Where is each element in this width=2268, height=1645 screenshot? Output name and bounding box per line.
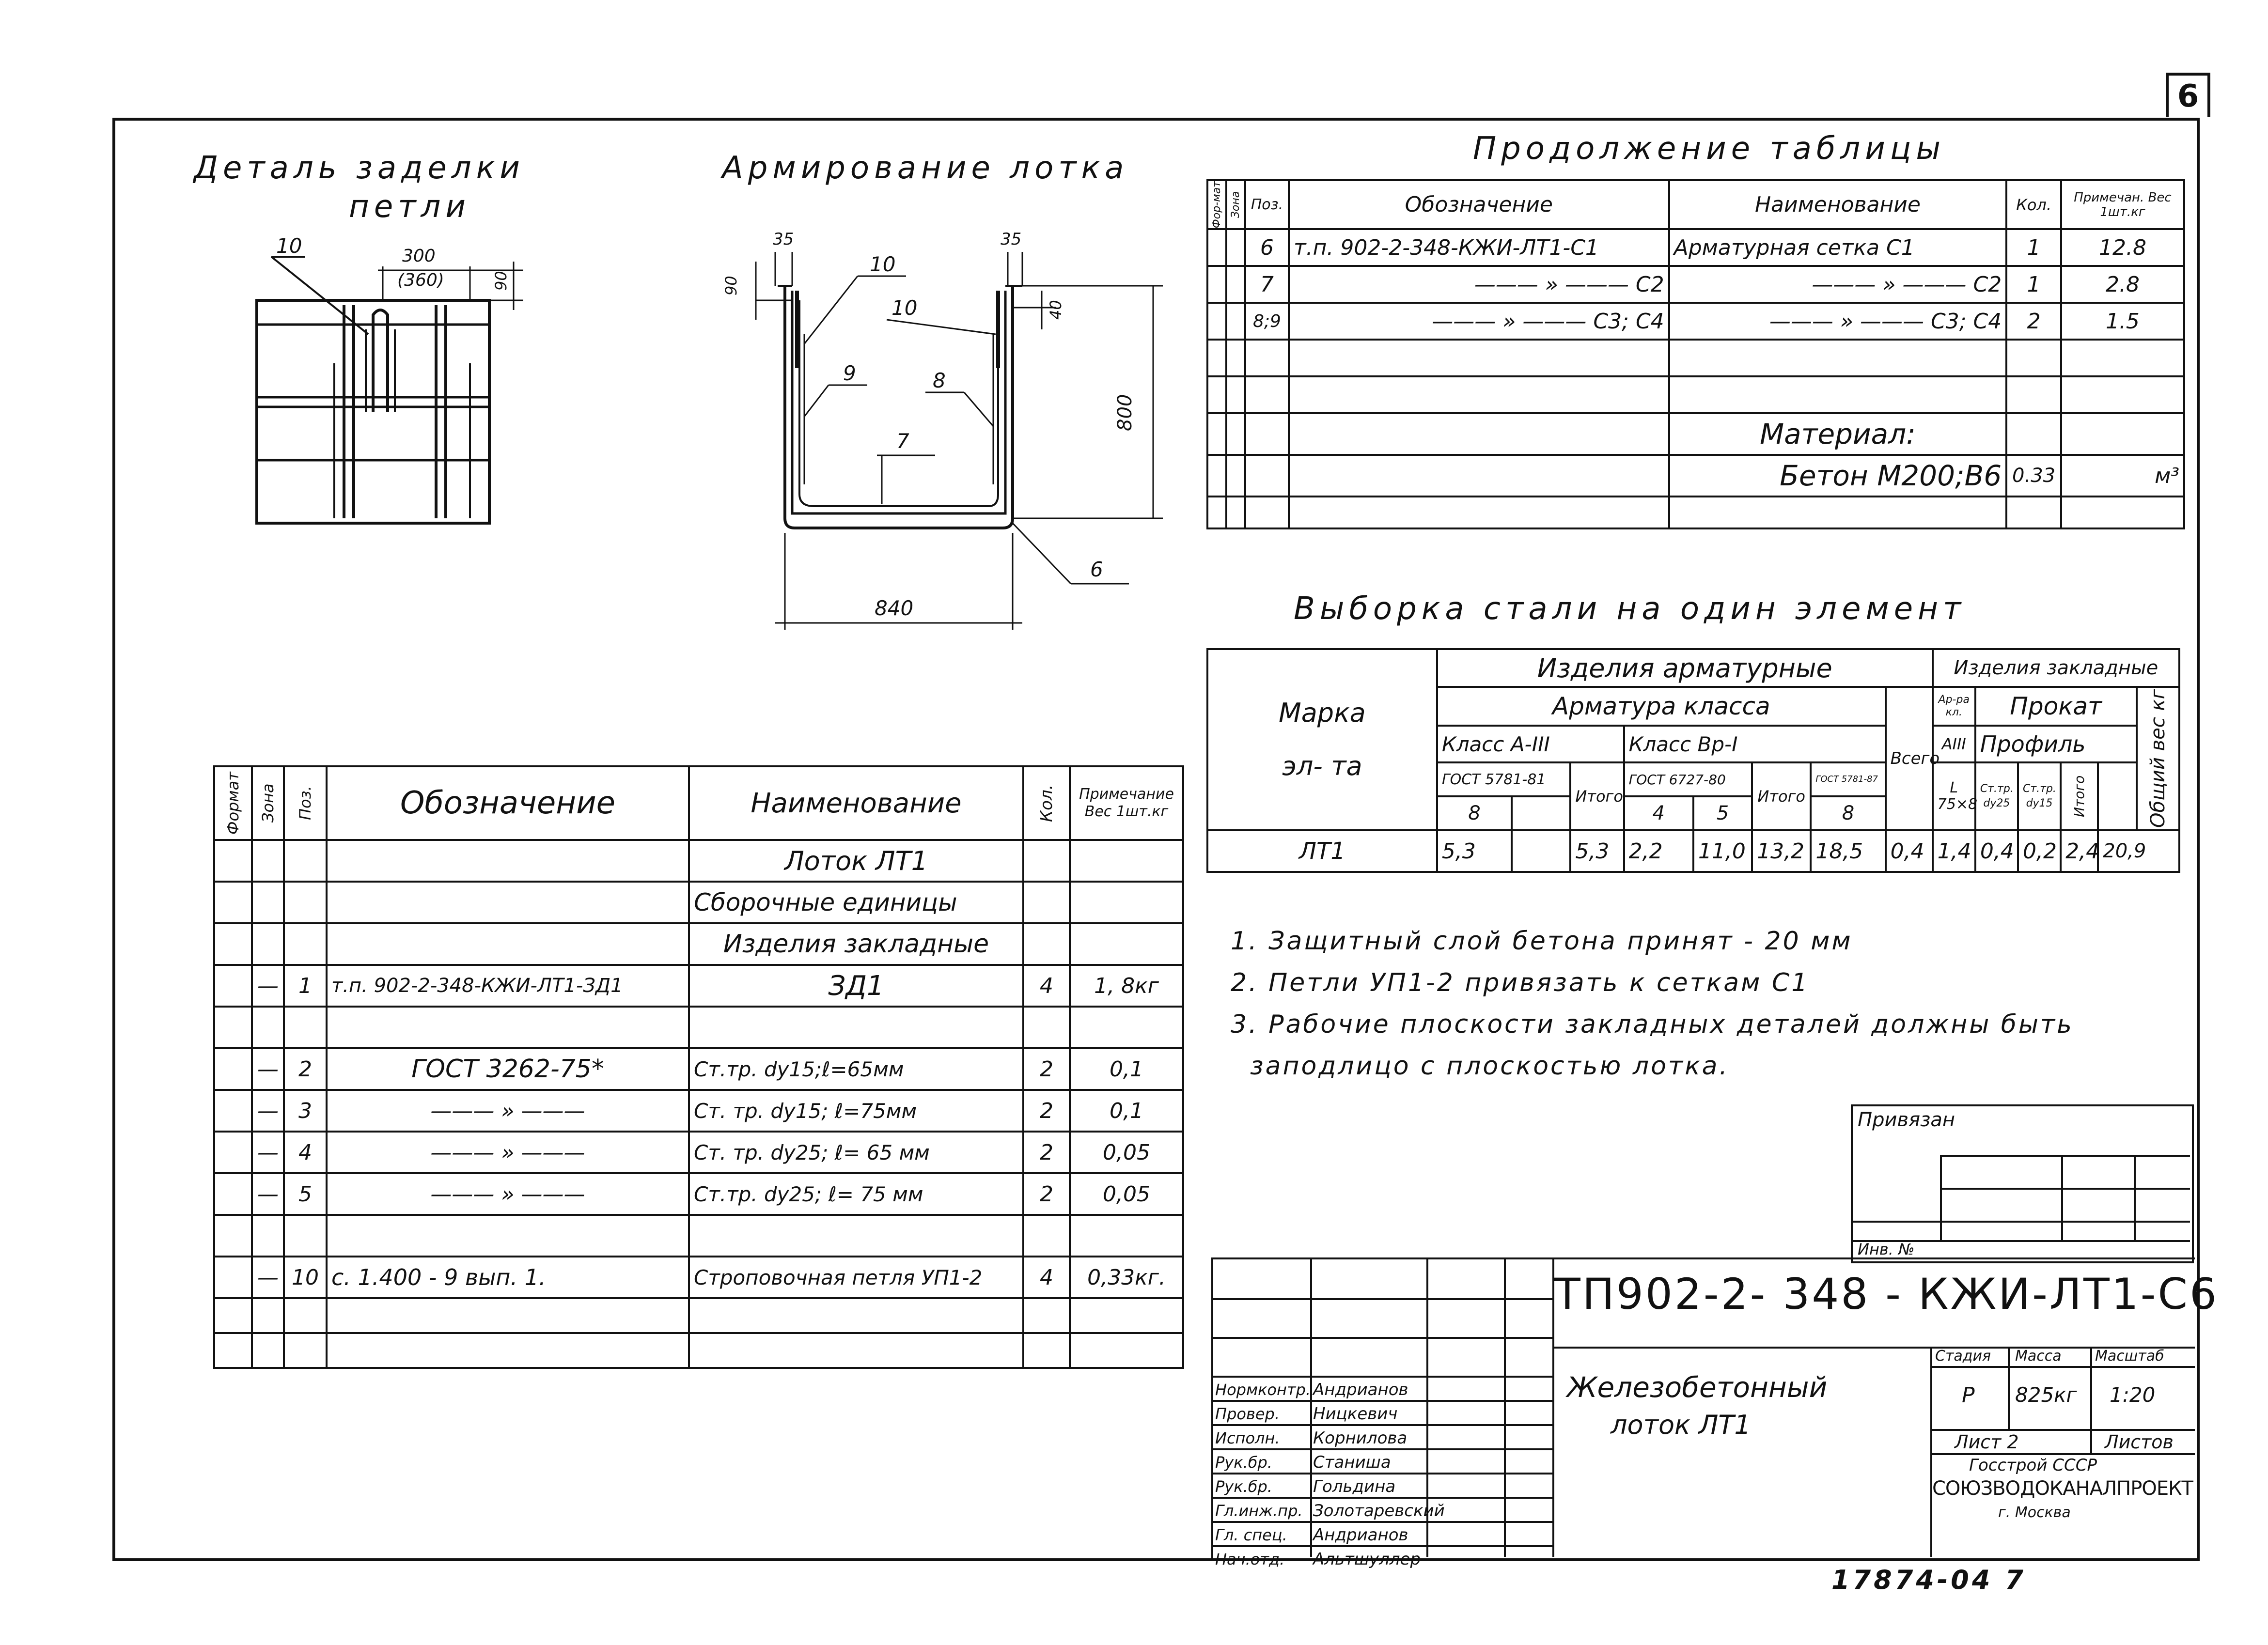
cont-header-qty: Кол. bbox=[2006, 180, 2061, 229]
spec-row-pos: 1 bbox=[284, 965, 327, 1007]
spec-row-name: Ст. тр. dу25; ℓ= 65 мм bbox=[689, 1132, 1023, 1173]
note-1: 1. Защитный слой бетона принят - 20 мм bbox=[1231, 927, 1853, 956]
rolled-header: Прокат bbox=[1975, 687, 2137, 726]
spec-row-dash: — bbox=[252, 1173, 284, 1215]
angle-L-header: L bbox=[1950, 779, 1958, 796]
tray-dim-90: 90 bbox=[722, 276, 740, 295]
loop-detail-drawing bbox=[242, 234, 533, 538]
angle-size-header: 75×8 bbox=[1937, 796, 1978, 813]
tray-dim-35-right: 35 bbox=[1001, 230, 1022, 249]
table-row bbox=[1207, 266, 2184, 303]
cont-row-pos: 8;9 bbox=[1245, 303, 1289, 340]
steel-mark-header-1: Марка bbox=[1279, 698, 1366, 728]
profile-header: Профиль bbox=[1975, 726, 2137, 762]
spec-row-pos: 2 bbox=[284, 1048, 327, 1090]
pipe15-header-a: Ст.тр. bbox=[2022, 783, 2056, 795]
spec-row-pos: 5 bbox=[284, 1173, 327, 1215]
spec-row-qty: 2 bbox=[1023, 1090, 1070, 1132]
tray-pos-7: 7 bbox=[896, 429, 909, 453]
stamp-roles: Нормконтр. Провер. Исполн. Рук.бр. Рук.бр. Гл.инж.пр. Гл. спец. Нач.отд. bbox=[1215, 1381, 1311, 1568]
tray-pos-10-b: 10 bbox=[892, 296, 918, 320]
stamp-names: Андрианов Ницкевич Корнилова Станиша Гольдина Золотаревский Андрианов Альтшуллер bbox=[1313, 1380, 1445, 1569]
spec-row-qty: 2 bbox=[1023, 1173, 1070, 1215]
ar-kl-header: Ар-ра кл. bbox=[1933, 687, 1975, 726]
all-total-header: Всего bbox=[1886, 687, 1933, 830]
spec-row-qty: 4 bbox=[1023, 1257, 1070, 1298]
org-line2: СОЮЗВОДОКАНАЛПРОЕКТ bbox=[1932, 1477, 2193, 1500]
cont-header-designation: Обозначение bbox=[1289, 180, 1669, 229]
stage-value: Р bbox=[1962, 1383, 1975, 1408]
cont-header-name: Наименование bbox=[1669, 180, 2007, 229]
concrete-unit: м³ bbox=[2061, 455, 2184, 497]
spec-header-name: Наименование bbox=[689, 766, 1023, 840]
tray-dim-40: 40 bbox=[1047, 300, 1065, 320]
embedded-products-header: Изделия закладные bbox=[1933, 649, 2179, 687]
cont-header-format: Фор-мат bbox=[1207, 180, 1226, 229]
spec-header-qty: Кол. bbox=[1023, 766, 1070, 840]
cont-row-qty: 2 bbox=[2006, 303, 2061, 340]
tray-pos-8: 8 bbox=[933, 369, 946, 392]
steel-row-a3-blank bbox=[1512, 830, 1570, 872]
loop-dim-360: (360) bbox=[397, 270, 444, 290]
steel-mark-header-2: эл- та bbox=[1282, 751, 1362, 781]
spec-row-pos: 3 bbox=[284, 1090, 327, 1132]
mass-header: Масса bbox=[2015, 1348, 2062, 1365]
loop-label-10: 10 bbox=[276, 234, 302, 258]
steel-row-emb-total: 2,4 bbox=[2061, 830, 2098, 872]
spec-row-note: 0,33кг. bbox=[1070, 1257, 1183, 1298]
cont-row-designation: ——— » ——— С2 bbox=[1289, 266, 1669, 303]
table-row bbox=[1207, 303, 2184, 340]
loop-detail-title-1: Деталь заделки bbox=[194, 150, 525, 186]
spec-row-designation: ГОСТ 3262-75* bbox=[327, 1048, 689, 1090]
cont-header-zone: Зона bbox=[1226, 180, 1245, 229]
steel-row-bp-total: 13,2 bbox=[1752, 830, 1811, 872]
stage-header: Стадия bbox=[1935, 1348, 1991, 1365]
spec-row-name: Ст.тр. dу25; ℓ= 75 мм bbox=[689, 1173, 1023, 1215]
footer-number: 17874-04 7 bbox=[1831, 1565, 2026, 1595]
spec-row-note: 0,05 bbox=[1070, 1132, 1183, 1173]
pipe25-header-a: Ст.тр. bbox=[1980, 783, 2014, 795]
org-line3: г. Москва bbox=[1998, 1504, 2071, 1521]
note-2: 2. Петли УП1-2 привязать к сеткам С1 bbox=[1231, 968, 1810, 997]
material-label: Материал: bbox=[1669, 413, 2007, 455]
cont-row-name: ——— » ——— С3; С4 bbox=[1669, 303, 2007, 340]
a3-embedded-header: АIII bbox=[1933, 726, 1975, 762]
bp-itogo-header: Итого bbox=[1752, 762, 1811, 830]
table-row bbox=[1207, 229, 2184, 266]
pipe15-header-b: dу15 bbox=[2026, 797, 2053, 809]
sheet-number-box: 6 bbox=[2166, 73, 2210, 117]
spec-section-tray: Лоток ЛТ1 bbox=[689, 840, 1023, 882]
spec-row-dash: — bbox=[252, 1132, 284, 1173]
cont-row-note: 1.5 bbox=[2061, 303, 2184, 340]
spec-row-designation: т.п. 902-2-348-КЖИ-ЛТ1-ЗД1 bbox=[327, 965, 689, 1007]
total-weight-header: Общий вес кг bbox=[2137, 687, 2179, 830]
steel-row-emb-p25: 0,4 bbox=[1975, 830, 2018, 872]
steel-row-grand-total: 20,9 bbox=[2098, 830, 2179, 872]
spec-row-note: 1, 8кг bbox=[1070, 965, 1183, 1007]
steel-row-emb-p15: 0,2 bbox=[2018, 830, 2061, 872]
tray-dim-800: 800 bbox=[1114, 394, 1136, 431]
sub-8-header: 8 bbox=[1437, 796, 1512, 830]
mass-value: 825кг bbox=[2015, 1383, 2077, 1407]
org-line1: Госстрой СССР bbox=[1969, 1456, 2097, 1475]
table-row bbox=[214, 1090, 1183, 1132]
loop-dim-300: 300 bbox=[402, 246, 436, 266]
cont-row-name: Арматурная сетка С1 bbox=[1669, 229, 2007, 266]
table-row bbox=[1207, 830, 2179, 872]
sub-8b-header: 8 bbox=[1811, 796, 1885, 830]
steel-selection-title: Выборка стали на один элемент bbox=[1294, 591, 1966, 627]
steel-row-all: 18,5 bbox=[1811, 830, 1885, 872]
spec-header-zone: Зона bbox=[252, 766, 284, 840]
spec-row-name: ЗД1 bbox=[689, 965, 1023, 1007]
cont-row-pos: 6 bbox=[1245, 229, 1289, 266]
spec-row-dash: — bbox=[252, 1090, 284, 1132]
class-a3-header: Класс А-III bbox=[1437, 726, 1624, 762]
spec-row-designation: с. 1.400 - 9 вып. 1. bbox=[327, 1257, 689, 1298]
cont-header-pos: Поз. bbox=[1245, 180, 1289, 229]
tray-dim-840: 840 bbox=[875, 596, 914, 620]
note-3: 3. Рабочие плоскости закладных деталей должны быть bbox=[1231, 1010, 2074, 1039]
spec-row-name: Ст.тр. dу15;ℓ=65мм bbox=[689, 1048, 1023, 1090]
emb-itogo-header: Итого bbox=[2061, 762, 2098, 830]
spec-header-designation: Обозначение bbox=[327, 766, 689, 840]
spec-row-designation: ——— » ——— bbox=[327, 1173, 689, 1215]
steel-row-a3-8: 5,3 bbox=[1437, 830, 1512, 872]
note-4: заподлицо с плоскостью лотка. bbox=[1250, 1052, 1730, 1081]
steel-row-mark: ЛТ1 bbox=[1207, 830, 1437, 872]
sheets-label: Листов bbox=[2105, 1431, 2174, 1453]
title-block bbox=[1211, 1257, 2219, 1569]
gost-5781-87-header: ГОСТ 5781-87 bbox=[1811, 762, 1885, 796]
cont-row-name: ——— » ——— С2 bbox=[1669, 266, 2007, 303]
cont-row-qty: 1 bbox=[2006, 266, 2061, 303]
spec-row-dash: — bbox=[252, 1257, 284, 1298]
tray-pos-6: 6 bbox=[1090, 558, 1103, 581]
linked-box bbox=[1851, 1104, 2194, 1263]
spec-row-pos: 4 bbox=[284, 1132, 327, 1173]
drawing-code: ТП902-2- 348 - КЖИ-ЛТ1-С6 bbox=[1554, 1269, 2219, 1319]
rebar-class-header: Арматура класса bbox=[1437, 687, 1886, 726]
tray-reinforcement-title: Армирование лотка bbox=[722, 150, 1129, 186]
stamp-title-line1: Железобетонный bbox=[1567, 1371, 1828, 1404]
sub-5-header: 5 bbox=[1693, 796, 1752, 830]
concrete-grade: Бетон М200;В6 bbox=[1669, 455, 2007, 497]
spec-header-pos: Поз. bbox=[284, 766, 327, 840]
stamp-title-line2: лоток ЛТ1 bbox=[1611, 1410, 1751, 1440]
gost-5781-header: ГОСТ 5781-81 bbox=[1437, 762, 1571, 796]
spec-header-note: Примечание Вес 1шт.кг bbox=[1070, 766, 1183, 840]
steel-row-emb-L: 1,4 bbox=[1933, 830, 1975, 872]
scale-value: 1:20 bbox=[2110, 1383, 2156, 1407]
linked-label: Привязан bbox=[1858, 1109, 1955, 1131]
loop-detail-title-2: петли bbox=[349, 189, 470, 225]
table-row bbox=[214, 965, 1183, 1007]
tray-pos-10-a: 10 bbox=[870, 252, 896, 276]
tray-reinforcement-drawing bbox=[703, 223, 1187, 649]
continuation-table bbox=[1206, 179, 2185, 529]
cont-row-note: 2.8 bbox=[2061, 266, 2184, 303]
rebar-products-header: Изделия арматурные bbox=[1437, 649, 1933, 687]
concrete-qty: 0.33 bbox=[2006, 455, 2061, 497]
steel-row-bp-4: 2,2 bbox=[1624, 830, 1693, 872]
spec-row-dash: — bbox=[252, 965, 284, 1007]
cont-row-designation: ——— » ——— С3; С4 bbox=[1289, 303, 1669, 340]
tray-pos-9: 9 bbox=[843, 361, 856, 385]
spec-row-note: 0,1 bbox=[1070, 1048, 1183, 1090]
inv-label: Инв. № bbox=[1858, 1240, 1915, 1258]
spec-row-qty: 2 bbox=[1023, 1132, 1070, 1173]
spec-row-pos: 10 bbox=[284, 1257, 327, 1298]
steel-row-bp-5: 11,0 bbox=[1693, 830, 1752, 872]
spec-row-name: Ст. тр. dу15; ℓ=75мм bbox=[689, 1090, 1023, 1132]
spec-row-note: 0,05 bbox=[1070, 1173, 1183, 1215]
specification-table bbox=[213, 765, 1184, 1369]
gost-6727-header: ГОСТ 6727-80 bbox=[1624, 762, 1752, 796]
spec-row-qty: 2 bbox=[1023, 1048, 1070, 1090]
a3-itogo-header: Итого bbox=[1570, 762, 1624, 830]
spec-row-dash: — bbox=[252, 1048, 284, 1090]
spec-row-designation: ——— » ——— bbox=[327, 1090, 689, 1132]
table-row bbox=[214, 1048, 1183, 1090]
spec-row-qty: 4 bbox=[1023, 965, 1070, 1007]
class-bp1-header: Класс Вр-I bbox=[1624, 726, 1886, 762]
sheet-value: Лист 2 bbox=[1955, 1431, 2019, 1453]
steel-row-emb-a3: 0,4 bbox=[1886, 830, 1933, 872]
spec-header-format: Формат bbox=[214, 766, 252, 840]
cont-row-qty: 1 bbox=[2006, 229, 2061, 266]
spec-row-name: Строповочная петля УП1-2 bbox=[689, 1257, 1023, 1298]
spec-section-assembly: Сборочные единицы bbox=[689, 882, 1023, 923]
cont-header-note: Примечан. Вес 1шт.кг bbox=[2061, 180, 2184, 229]
scale-header: Масштаб bbox=[2095, 1348, 2164, 1365]
table-row bbox=[214, 1132, 1183, 1173]
sub-4-header: 4 bbox=[1624, 796, 1693, 830]
spec-row-designation: ——— » ——— bbox=[327, 1132, 689, 1173]
steel-row-a3-total: 5,3 bbox=[1570, 830, 1624, 872]
table-row bbox=[214, 1173, 1183, 1215]
notes bbox=[1231, 920, 2074, 1087]
tray-dim-35-left: 35 bbox=[773, 230, 794, 249]
spec-row-note: 0,1 bbox=[1070, 1090, 1183, 1132]
cont-row-designation: т.п. 902-2-348-КЖИ-ЛТ1-С1 bbox=[1289, 229, 1669, 266]
pipe25-header-b: dу25 bbox=[1983, 797, 2010, 809]
cont-row-note: 12.8 bbox=[2061, 229, 2184, 266]
spec-section-embedded: Изделия закладные bbox=[689, 923, 1023, 965]
cont-row-pos: 7 bbox=[1245, 266, 1289, 303]
table-row bbox=[214, 1257, 1183, 1298]
loop-dim-90: 90 bbox=[492, 271, 510, 291]
steel-selection-table bbox=[1206, 648, 2180, 873]
table-continuation-title: Продолжение таблицы bbox=[1473, 131, 1945, 167]
